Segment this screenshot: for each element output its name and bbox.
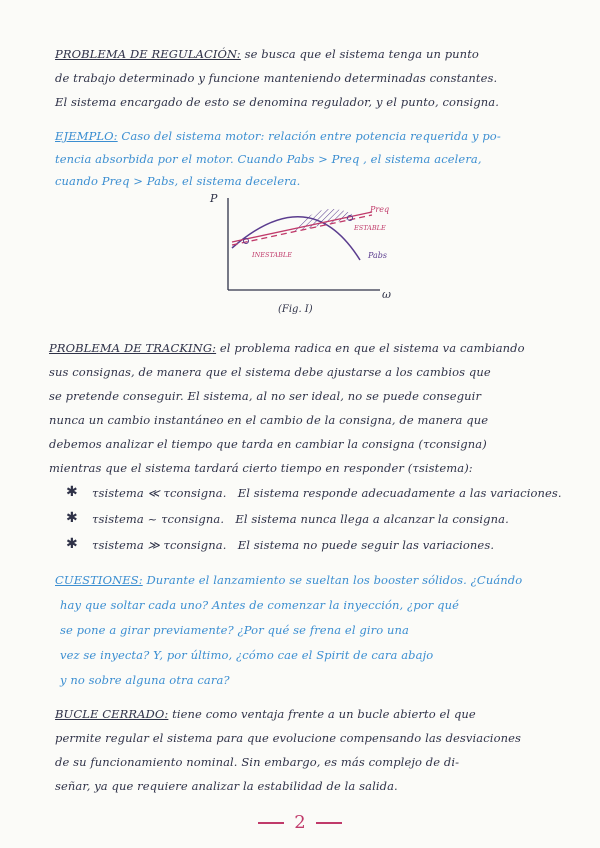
bullet-1-lhs: τsistema ≪ τconsigna.	[92, 486, 227, 500]
bucle-line-4: señar, ya que requiere analizar la estabilidad de la salida.	[55, 779, 398, 793]
preq-dashed-line	[232, 215, 372, 245]
page-number	[0, 812, 600, 833]
bullet-item-2	[92, 512, 509, 526]
cuestiones-line-5: y no sobre alguna otra cara?	[60, 673, 230, 687]
cuestiones-heading: CUESTIONES:	[55, 573, 143, 587]
bullet-asterisk-icon: ✱	[66, 484, 78, 500]
bullet-item-1	[92, 486, 562, 500]
preq-label: Preq	[370, 205, 390, 214]
ejemplo-line-2: tencia absorbida por el motor. Cuando Pabs > Preq , el sistema acelera,	[55, 152, 482, 166]
ejemplo-line-3: cuando Preq > Pabs, el sistema decelera.	[55, 174, 301, 188]
tracking-line-1	[49, 341, 525, 355]
bullet-item-3	[92, 538, 494, 552]
bucle-line-2: permite regular el sistema para que evolucione compensando las desviaciones	[55, 731, 522, 745]
ejemplo-text-1: Caso del sistema motor: relación entre potencia requerida y po-	[121, 129, 501, 143]
y-axis-label: P	[210, 192, 218, 205]
regulacion-line-3: El sistema encargado de esto se denomina regulador, y el punto, consigna.	[55, 95, 499, 109]
bullet-2-text: El sistema nunca llega a alcanzar la consigna.	[235, 512, 509, 526]
power-speed-diagram	[200, 190, 400, 320]
x-axis-label: ω	[382, 288, 391, 301]
bucle-text-1: tiene como ventaja frente a un bucle abierto el que	[172, 707, 476, 721]
bullet-3-text: El sistema no puede seguir las variaciones.	[237, 538, 495, 552]
cuestiones-text-1: Durante el lanzamiento se sueltan los booster sólidos. ¿Cuándo	[146, 573, 523, 587]
tracking-line-6: mientras que el sistema tardará cierto tiempo en responder (τsistema):	[49, 461, 473, 475]
regulacion-heading: PROBLEMA DE REGULACIÓN:	[55, 47, 241, 61]
bucle-line-3: de su funcionamiento nominal. Sin embargo, es más complejo de di-	[55, 755, 460, 769]
figure-caption: (Fig. I)	[278, 304, 313, 315]
cuestiones-line-4: vez se inyecta? Y, por último, ¿cómo cae el Spirit de cara abajo	[60, 648, 434, 662]
tracking-line-5: debemos analizar el tiempo que tarda en cambiar la consigna (τconsigna)	[49, 437, 487, 451]
tracking-heading: PROBLEMA DE TRACKING:	[49, 341, 217, 355]
bucle-line-1	[55, 707, 476, 721]
cuestiones-line-1	[55, 573, 522, 587]
bullet-2-lhs: τsistema ~ τconsigna.	[92, 512, 225, 526]
page-number-dash-right	[316, 822, 342, 824]
cuestiones-line-2: hay que soltar cada uno? Antes de comenzar la inyección, ¿por qué	[60, 598, 460, 612]
regulacion-line-1	[55, 47, 479, 61]
estable-label: ESTABLE	[354, 224, 386, 232]
tracking-text-1: el problema radica en que el sistema va cambiando	[219, 341, 525, 355]
cuestiones-line-3: se pone a girar previamente? ¿Por qué se frena el giro una	[60, 623, 409, 637]
bullet-asterisk-icon: ✱	[66, 510, 78, 526]
bucle-heading: BUCLE CERRADO:	[55, 707, 169, 721]
regulacion-line-2: de trabajo determinado y funcione manteniendo determinadas constantes.	[55, 71, 498, 85]
bullet-asterisk-icon: ✱	[66, 536, 78, 552]
tracking-line-4: nunca un cambio instantáneo en el cambio de la consigna, de manera que	[49, 413, 489, 427]
pabs-label: Pabs	[368, 251, 388, 260]
tracking-line-3: se pretende conseguir. El sistema, al no ser ideal, no se puede conseguir	[49, 389, 482, 403]
page-number-dash-left	[258, 822, 284, 824]
ejemplo-heading: EJEMPLO:	[55, 129, 118, 143]
tracking-line-2: sus consignas, de manera que el sistema debe ajustarse a los cambios que	[49, 365, 491, 379]
inestable-label: INESTABLE	[252, 251, 292, 259]
regulacion-text-1: se busca que el sistema tenga un punto	[244, 47, 479, 61]
bullet-3-lhs: τsistema ≫ τconsigna.	[92, 538, 227, 552]
bullet-1-text: El sistema responde adecuadamente a las variaciones.	[237, 486, 562, 500]
stability-hatch	[292, 209, 352, 232]
power-speed-figure	[200, 190, 400, 320]
ejemplo-line-1	[55, 129, 501, 143]
page-number-value: 2	[294, 812, 306, 833]
